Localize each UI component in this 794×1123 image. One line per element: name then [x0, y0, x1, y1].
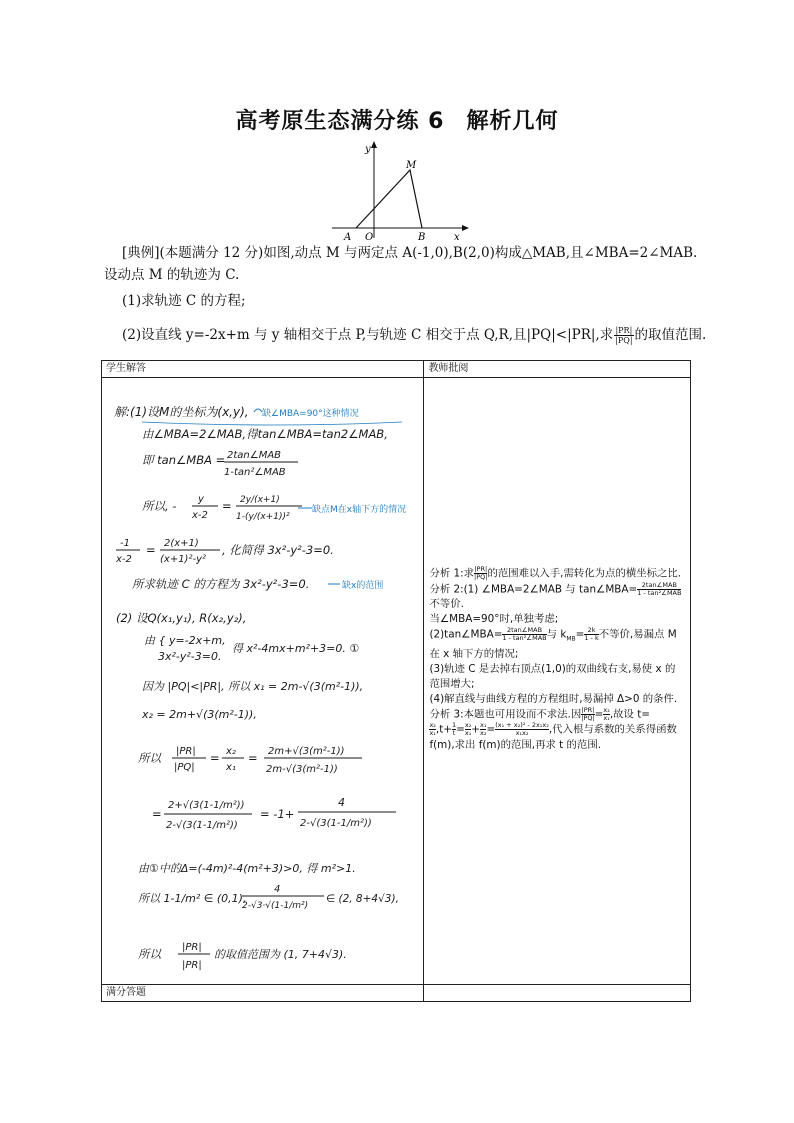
svg-text:解:(1)设M的坐标为(x,y),: 解:(1)设M的坐标为(x,y), — [114, 405, 249, 419]
svg-text:2(x+1): 2(x+1) — [164, 538, 199, 549]
svg-text:由①中的Δ=(-4m)²-4(m²+3)>0, 得 m²>1: 由①中的Δ=(-4m)²-4(m²+3)>0, 得 m²>1. — [138, 862, 356, 875]
analysis-2-line-3: (2)tan∠MBA= $\frac{\text{2tan∠MAB}}{\text{1 - tan²∠MAB}}$ 与 $k_{MB}=$ $\frac{2k}{1 - k}$ 不等价,易漏点 M 在 x 轴下方的情况; — [429, 626, 677, 660]
svg-text:(2) 设Q(x₁,y₁), R(x₂,y₂),: (2) 设Q(x₁,y₁), R(x₂,y₂), — [116, 611, 247, 625]
point-label-m: M — [406, 160, 417, 171]
svg-text:即 tan∠MBA =: 即 tan∠MBA = — [142, 453, 226, 467]
svg-text:=: = — [152, 807, 162, 821]
svg-text:1-tan²∠MAB: 1-tan²∠MAB — [224, 467, 286, 478]
analysis-2-line-5: (4)解直线与曲线方程的方程组时,易漏掉 Δ>0 的条件. — [429, 692, 678, 705]
svg-text:=: = — [210, 751, 220, 765]
point-label-b: B — [418, 232, 426, 240]
svg-text:=: = — [222, 499, 232, 513]
svg-text:4: 4 — [338, 796, 345, 809]
svg-text:缺x的范围: 缺x的范围 — [342, 581, 384, 591]
svg-text:2m-√(3(m²-1)): 2m-√(3(m²-1)) — [266, 764, 338, 775]
svg-text:= -1+: = -1+ — [260, 807, 295, 821]
svg-text:|PQ|: |PQ| — [174, 762, 195, 773]
svg-text:x₂: x₂ — [226, 746, 236, 757]
svg-text:由 { y=-2x+m,: 由 { y=-2x+m, — [144, 634, 226, 647]
svg-text:所以 1-1/m² ∈ (0,1),: 所以 1-1/m² ∈ (0,1), — [138, 892, 247, 905]
svg-text:得 x²-4mx+m²+3=0. ①: 得 x²-4mx+m²+3=0. ① — [232, 642, 360, 655]
teacher-analysis — [429, 566, 685, 753]
svg-text:因为 |PQ|<|PR|, 所以 x₁ = 2m-√(3(m: 因为 |PQ|<|PR|, 所以 x₁ = 2m-√(3(m²-1)), — [142, 680, 364, 693]
axis-label-y: y — [365, 144, 371, 155]
svg-text:x₂ = 2m+√(3(m²-1)),: x₂ = 2m+√(3(m²-1)), — [142, 708, 257, 721]
svg-text:1-(y/(x+1))²: 1-(y/(x+1))² — [236, 512, 290, 522]
analysis-2: 分析 2:(1) ∠MBA=2∠MAB 与 tan∠MBA= $\frac{\text{2tan∠MAB}}{\text{1 - tan²∠MAB}}$ 不等价. — [429, 580, 682, 610]
svg-text:2-√(3(1-1/m²)): 2-√(3(1-1/m²)) — [166, 820, 238, 831]
svg-text:缺∠MBA=90°这种情况: 缺∠MBA=90°这种情况 — [262, 409, 359, 419]
svg-text:3x²-y²-3=0.: 3x²-y²-3=0. — [158, 650, 222, 663]
header-student: 学生解答 — [102, 361, 424, 378]
coordinate-figure — [330, 140, 470, 240]
svg-text:2+√(3(1-1/m²)): 2+√(3(1-1/m²)) — [168, 800, 245, 811]
footer-full-marks: 满分答题 — [102, 985, 424, 1002]
problem-statement: [典例](本题满分 12 分)如图,动点 M 与两定点 A(-1,0),B(2,0)构成△MAB,且∠MBA=2∠MAB.设动点 M 的轨迹为 C. — [104, 245, 698, 283]
svg-text:x-2: x-2 — [116, 554, 132, 565]
svg-text:所求轨迹 C 的方程为 3x²-y²-3=0.: 所求轨迹 C 的方程为 3x²-y²-3=0. — [132, 577, 310, 591]
svg-text:∈ (2, 8+4√3),: ∈ (2, 8+4√3), — [326, 893, 399, 905]
teacher-comment-cell — [424, 378, 691, 985]
handwritten-solution — [102, 378, 424, 984]
svg-text:|PR|: |PR| — [176, 746, 196, 757]
svg-text:所以: 所以 — [138, 947, 161, 961]
svg-text:x₁: x₁ — [226, 762, 236, 773]
footer-empty — [424, 985, 691, 1002]
svg-text:(x+1)²-y²: (x+1)²-y² — [160, 554, 207, 565]
analysis-1: 分析 1:求 $\frac{|PR|}{|PQ|}$ 的范围难以入手,需转化为点的横坐标之比. — [429, 565, 682, 581]
svg-text:x-2: x-2 — [192, 510, 208, 521]
svg-text:2y/(x+1): 2y/(x+1) — [240, 495, 280, 505]
axis-label-x: x — [454, 232, 460, 240]
analysis-2-line-4: (3)轨迹 C 是去掉右顶点(1,0)的双曲线右支,易使 x 的范围增大; — [429, 662, 676, 690]
svg-text:, 化简得 3x²-y²-3=0.: , 化简得 3x²-y²-3=0. — [222, 543, 334, 557]
svg-text:的取值范围为 (1, 7+4√3).: 的取值范围为 (1, 7+4√3). — [214, 948, 347, 961]
svg-text:2tan∠MAB: 2tan∠MAB — [227, 450, 282, 461]
svg-text:缺点M在x轴下方的情况: 缺点M在x轴下方的情况 — [312, 505, 407, 515]
problem-part-1: (1)求轨迹 C 的方程; — [122, 293, 246, 309]
answer-table — [101, 360, 691, 1002]
header-teacher: 教师批阅 — [424, 361, 691, 378]
svg-text:|PR|: |PR| — [182, 942, 202, 953]
svg-text:y: y — [198, 494, 204, 505]
svg-text:2-√3·√(1-1/m²): 2-√3·√(1-1/m²) — [242, 901, 309, 911]
point-label-o: O — [365, 232, 374, 240]
svg-text:-1: -1 — [120, 538, 130, 549]
svg-text:|PR|: |PR| — [182, 960, 202, 971]
svg-text:所以: 所以 — [138, 751, 161, 765]
analysis-3: 分析 3:本题也可用设而不求法.因 $\frac{|PR|}{|PQ|}$ = $\frac{\text{x₂}}{\text{x₁}}$ ,故设 t= — [429, 705, 650, 722]
svg-text:=: = — [248, 751, 258, 765]
svg-text:2-√(3(1-1/m²)): 2-√(3(1-1/m²)) — [300, 818, 372, 829]
svg-text:4: 4 — [274, 884, 281, 895]
svg-text:所以, -: 所以, - — [142, 499, 177, 513]
problem-part-2: (2)设直线 y=-2x+m 与 y 轴相交于点 P,与轨迹 C 相交于点 Q,R,且|PQ|<|PR|,求 $\frac{|PR|}{|PQ|}$ 的取值范围. — [122, 326, 707, 345]
svg-text:2m+√(3(m²-1)): 2m+√(3(m²-1)) — [268, 746, 345, 757]
svg-text:由∠MBA=2∠MAB,得tan∠MBA=tan2∠MAB,: 由∠MBA=2∠MAB,得tan∠MBA=tan2∠MAB, — [142, 427, 388, 441]
analysis-3-line-2: $\frac{\text{x₂}}{\text{x₁}}$ ,t+ $\frac{1}{t}$ = $\frac{\text{x₂}}{\text{x₁}}$ + $\frac{\text{x₁}}{\text{x₂}}$ = $\frac{\text{(x₁ + x₂)² - 2x₁x₂}}{\text{x₁x₂}}$ ,代入根与系数的关系得函数 f(m),求出 f(m)的范围,再求 t 的范围. — [429, 721, 677, 751]
student-solution-cell — [102, 378, 424, 985]
analysis-2-line-2: 当∠MBA=90°时,单独考虑; — [429, 613, 559, 625]
point-label-a: A — [344, 232, 352, 240]
page-title: 高考原生态满分练 6 解析几何 — [235, 109, 559, 134]
svg-text:=: = — [146, 543, 156, 557]
